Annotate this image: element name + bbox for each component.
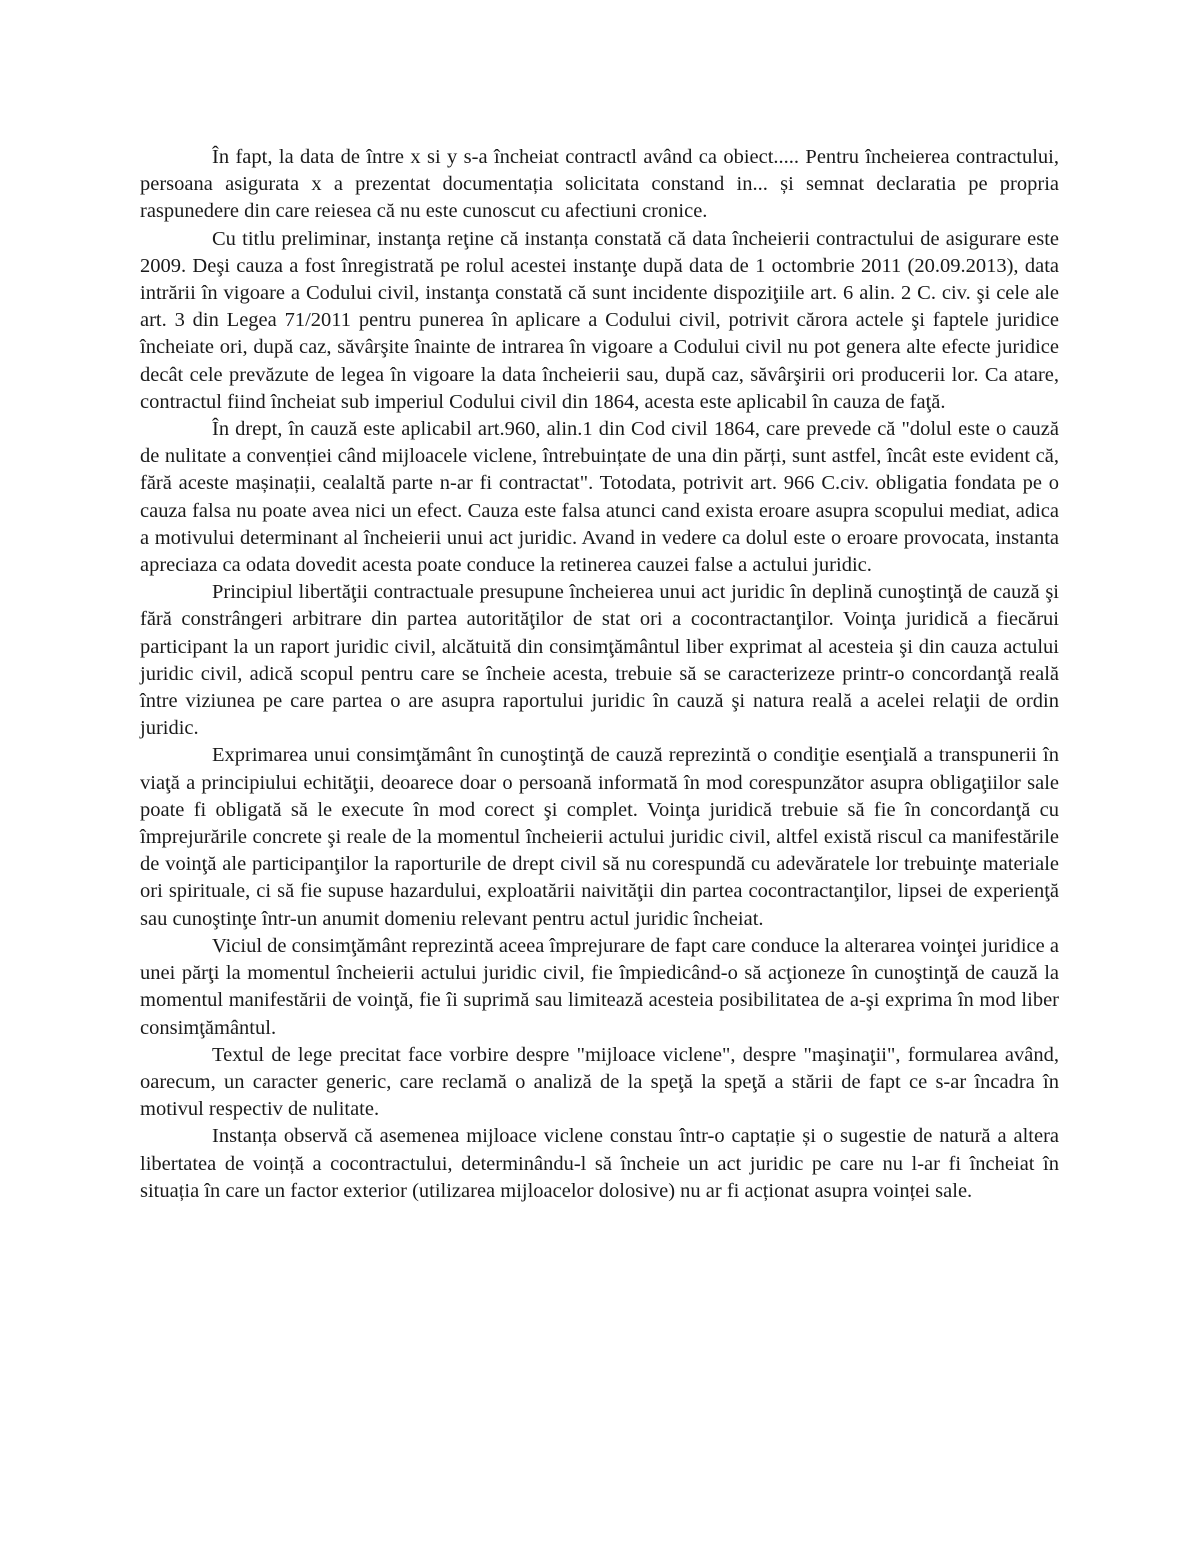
paragraph: Textul de lege precitat face vorbire despre "mijloace viclene", despre "maşinaţii", formularea având, oarecum, un caracter generic, care reclamă o analiză de la speţă la speţă a stării de fapt ce s-ar încadra în motivul respectiv de nulitate.: [140, 1043, 1059, 1121]
paragraph: Principiul libertăţii contractuale presupune încheierea unui act juridic în deplină cunoştinţă de cauză şi fără constrângeri arbitrare din partea autorităţilor de stat ori a cocontractanţilor. Voinţa juridică a fiecărui participant la un raport juridic civil, alcătuită din consimţământul liber exprimat al acesteia şi din cauza actului juridic civil, adică scopul pentru care se încheie acesta, trebuie să se caracterizeze printr-o concordanţă reală între viziunea pe care partea o are asupra raportului juridic în cauză şi natura reală a acelei relaţii de ordin juridic.: [140, 581, 1059, 740]
paragraph: În drept, în cauză este aplicabil art.960, alin.1 din Cod civil 1864, care prevede că "dolul este o cauză de nulitate a convenției când mijloacele viclene, întrebuințate de una din părți, sunt astfel, încât este evident că, fără aceste mașinații, cealaltă parte n-ar fi contractat". Totodata, potrivit art. 966 C.civ. obligatia fondata pe o cauza falsa nu poate avea nici un efect. Cauza este falsa atunci cand exista eroare asupra scopului mediat, adica a motivului determinant al încheierii unui act juridic. Avand in vedere ca dolul este o eroare provocata, instanta apreciaza ca odata dovedit acesta poate conduce la retinerea cauzei false a actului juridic.: [140, 418, 1059, 577]
paragraph: Instanța observă că asemenea mijloace viclene constau într-o captație și o sugestie de natură a altera libertatea de voință a cocontractului, determinându-l să încheie un act juridic pe care nu l-ar fi încheiat în situația în care un factor exterior (utilizarea mijloacelor dolosive) nu ar fi acționat asupra voinței sale.: [140, 1125, 1059, 1202]
paragraph: Viciul de consimţământ reprezintă aceea împrejurare de fapt care conduce la alterarea voinţei juridice a unei părţi la momentul încheierii actului juridic civil, fie împiedicând-o să acţioneze în cunoştinţă de cauză la momentul manifestării de voinţă, fie îi suprimă sau limitează acesteia posibilitatea de a-şi exprima în mod liber consimţământul.: [140, 934, 1059, 1039]
document-body: [140, 144, 1059, 1205]
paragraph: Cu titlu preliminar, instanţa reţine că instanța constată că data încheierii contractului de asigurare este 2009. Deşi cauza a fost înregistrată pe rolul acestei instanţe după data de 1 octombrie 2011 (20.09.2013), data intrării în vigoare a Codului civil, instanţa constată că sunt incidente dispoziţiile art. 6 alin. 2 C. civ. şi cele ale art. 3 din Legea 71/2011 pentru punerea în aplicare a Codului civil, potrivit cărora actele şi faptele juridice încheiate ori, după caz, săvârşite înainte de intrarea în vigoare a Codului civil nu pot genera alte efecte juridice decât cele prevăzute de legea în vigoare la data încheierii sau, după caz, săvârşirii ori producerii lor. Ca atare, contractul fiind încheiat sub imperiul Codului civil din 1864, acesta este aplicabil în cauza de faţă.: [140, 227, 1059, 413]
paragraph: În fapt, la data de între x si y s-a încheiat contractl având ca obiect..... Pentru încheierea contractului, persoana asigurata x a prezentat documentația solicitata constand in... și semnat declaratia pe propria raspunedere din care reiesea că nu este cunoscut cu afectiuni cronice.: [140, 146, 1059, 223]
paragraph: Exprimarea unui consimţământ în cunoştinţă de cauză reprezintă o condiţie esenţială a transpunerii în viaţă a principiului echităţii, deoarece doar o persoană informată în mod corespunzător asupra obligaţiilor sale poate fi obligată să le execute în mod corect şi complet. Voinţa juridică trebuie să fie în concordanţă cu împrejurările concrete şi reale de la momentul încheierii actului juridic civil, altfel există riscul ca manifestările de voinţă ale participanţilor la raporturile de drept civil să nu corespundă cu adevăratele lor trebuinţe materiale ori spirituale, ci să fie supuse hazardului, exploatării naivităţii din partea cocontractanţilor, lipsei de experienţă sau cunoştinţe într-un anumit domeniu relevant pentru actul juridic încheiat.: [140, 744, 1059, 930]
